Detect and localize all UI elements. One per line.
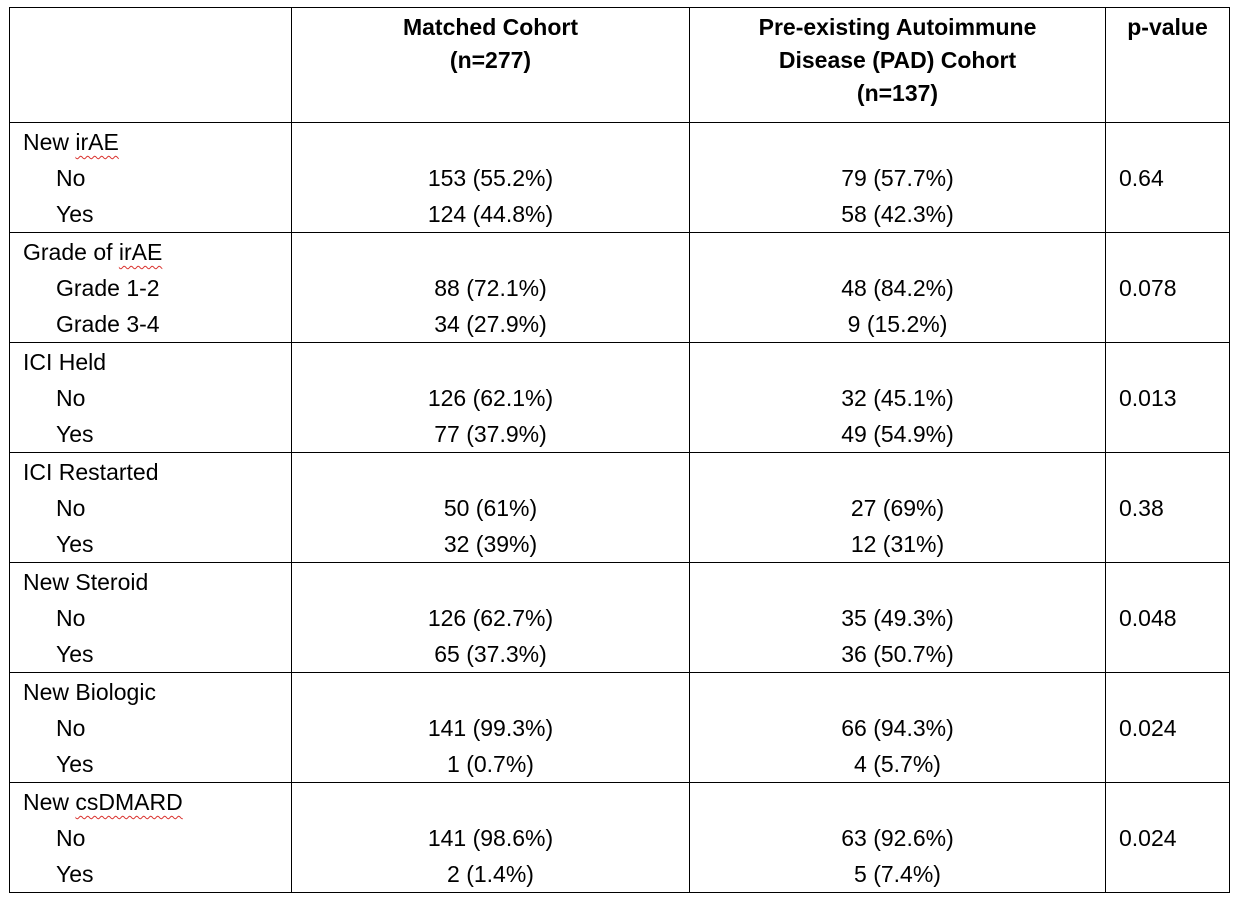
matched-cohort-cell — [292, 673, 690, 783]
table-row — [10, 123, 1230, 233]
row-sub-label: No — [56, 825, 86, 851]
header-pad-line: Disease (PAD) Cohort — [778, 47, 1017, 73]
blank-line — [292, 784, 689, 820]
row-sub-label: No — [56, 495, 86, 521]
row-label-cell — [10, 673, 292, 783]
blank-line — [292, 674, 689, 710]
header-matched-n: (n=277) — [449, 47, 532, 73]
pad-cohort-cell — [690, 453, 1106, 563]
blank-line — [292, 234, 689, 270]
pad-value: 5 (7.4%) — [854, 861, 941, 887]
blank-line — [292, 454, 689, 490]
blank-line — [690, 674, 1105, 710]
pad-cohort-cell — [690, 343, 1106, 453]
matched-value: 126 (62.1%) — [427, 385, 554, 411]
row-label-cell — [10, 233, 292, 343]
header-pad-cohort — [690, 8, 1106, 123]
row-title-text: Grade of — [23, 239, 119, 265]
row-title-text: New Steroid — [23, 569, 149, 595]
row-sub-label: Yes — [56, 751, 94, 777]
pvalue-cell — [1106, 233, 1230, 343]
matched-value: 141 (98.6%) — [427, 825, 554, 851]
row-sub-label: Yes — [56, 531, 94, 557]
matched-value: 126 (62.7%) — [427, 605, 554, 631]
row-label-cell — [10, 783, 292, 893]
table-row — [10, 783, 1230, 893]
matched-value: 141 (99.3%) — [427, 715, 554, 741]
row-sub-label: Yes — [56, 421, 94, 447]
row-title-text: New — [23, 129, 76, 155]
header-pvalue-label: p-value — [1127, 14, 1208, 40]
table-row — [10, 563, 1230, 673]
row-title — [10, 344, 291, 380]
pvalue-cell — [1106, 343, 1230, 453]
row-title-flagged-word: irAE — [118, 239, 163, 265]
matched-value: 88 (72.1%) — [434, 275, 547, 301]
matched-cohort-cell — [292, 453, 690, 563]
pvalue-text: 0.078 — [1119, 274, 1177, 301]
blank-line — [292, 564, 689, 600]
row-title-text: New — [23, 789, 76, 815]
blank-line — [292, 344, 689, 380]
matched-cohort-cell — [292, 563, 690, 673]
pvalue-cell — [1106, 563, 1230, 673]
pad-value: 35 (49.3%) — [841, 605, 954, 631]
header-row — [10, 8, 1230, 123]
header-label-cell — [10, 8, 292, 123]
blank-line — [690, 564, 1105, 600]
header-matched-cohort — [292, 8, 690, 123]
results-table — [9, 7, 1230, 893]
pad-cohort-cell — [690, 673, 1106, 783]
pad-value: 49 (54.9%) — [841, 421, 954, 447]
pvalue-text: 0.024 — [1119, 714, 1177, 741]
pad-value: 58 (42.3%) — [841, 201, 954, 227]
pvalue-text: 0.38 — [1119, 494, 1164, 521]
row-title-flagged-word: csDMARD — [75, 789, 183, 815]
blank-line — [690, 784, 1105, 820]
matched-value: 34 (27.9%) — [434, 311, 547, 337]
pad-value: 12 (31%) — [850, 531, 945, 557]
row-title-text: ICI Restarted — [23, 459, 159, 485]
pad-value: 63 (92.6%) — [841, 825, 954, 851]
pad-value: 32 (45.1%) — [841, 385, 954, 411]
row-sub-label: No — [56, 715, 86, 741]
matched-cohort-cell — [292, 343, 690, 453]
row-sub-label: No — [56, 165, 86, 191]
row-label-cell — [10, 453, 292, 563]
matched-value: 2 (1.4%) — [447, 861, 534, 887]
pad-cohort-cell — [690, 783, 1106, 893]
pad-value: 9 (15.2%) — [847, 311, 948, 337]
matched-value: 1 (0.7%) — [447, 751, 534, 777]
table-row — [10, 673, 1230, 783]
matched-cohort-cell — [292, 123, 690, 233]
row-sub-label: Grade 1-2 — [56, 275, 160, 301]
pvalue-text: 0.024 — [1119, 824, 1177, 851]
row-sub-label: Yes — [56, 861, 94, 887]
table-row — [10, 453, 1230, 563]
header-pad-line: Pre-existing Autoimmune — [758, 14, 1037, 40]
blank-line — [690, 344, 1105, 380]
row-sub-label: No — [56, 385, 86, 411]
matched-value: 153 (55.2%) — [427, 165, 554, 191]
matched-cohort-cell — [292, 783, 690, 893]
row-sub-label: Yes — [56, 641, 94, 667]
pad-cohort-cell — [690, 123, 1106, 233]
pad-value: 4 (5.7%) — [854, 751, 941, 777]
matched-cohort-cell — [292, 233, 690, 343]
matched-value: 32 (39%) — [443, 531, 538, 557]
row-sub-label: No — [56, 605, 86, 631]
pvalue-text: 0.048 — [1119, 604, 1177, 631]
row-title-flagged-word: irAE — [75, 129, 119, 155]
pad-value: 48 (84.2%) — [841, 275, 954, 301]
row-title — [10, 674, 291, 710]
matched-value: 65 (37.3%) — [434, 641, 547, 667]
blank-line — [690, 234, 1105, 270]
header-matched-line: Matched Cohort — [402, 14, 579, 40]
pad-value: 36 (50.7%) — [841, 641, 954, 667]
pad-cohort-cell — [690, 563, 1106, 673]
row-title — [10, 784, 291, 820]
pvalue-text: 0.64 — [1119, 164, 1164, 191]
row-title-text: ICI Held — [23, 349, 107, 375]
pvalue-cell — [1106, 453, 1230, 563]
row-label-cell — [10, 343, 292, 453]
row-sub-label: Grade 3-4 — [56, 311, 160, 337]
pad-value: 27 (69%) — [850, 495, 945, 521]
matched-value: 50 (61%) — [443, 495, 538, 521]
pvalue-cell — [1106, 673, 1230, 783]
blank-line — [292, 124, 689, 160]
row-title — [10, 124, 291, 160]
pvalue-cell — [1106, 123, 1230, 233]
pvalue-text: 0.013 — [1119, 384, 1177, 411]
row-label-cell — [10, 123, 292, 233]
pad-cohort-cell — [690, 233, 1106, 343]
row-title — [10, 234, 291, 270]
row-title-text: New Biologic — [23, 679, 156, 705]
row-title — [10, 564, 291, 600]
table-row — [10, 343, 1230, 453]
row-title — [10, 454, 291, 490]
header-pad-n: (n=137) — [856, 80, 939, 106]
matched-value: 77 (37.9%) — [434, 421, 547, 447]
table-row — [10, 233, 1230, 343]
pad-value: 79 (57.7%) — [841, 165, 954, 191]
blank-line — [690, 454, 1105, 490]
pvalue-cell — [1106, 783, 1230, 893]
pad-value: 66 (94.3%) — [841, 715, 954, 741]
row-sub-label: Yes — [56, 201, 94, 227]
header-pvalue — [1106, 8, 1230, 123]
row-label-cell — [10, 563, 292, 673]
matched-value: 124 (44.8%) — [427, 201, 554, 227]
blank-line — [690, 124, 1105, 160]
